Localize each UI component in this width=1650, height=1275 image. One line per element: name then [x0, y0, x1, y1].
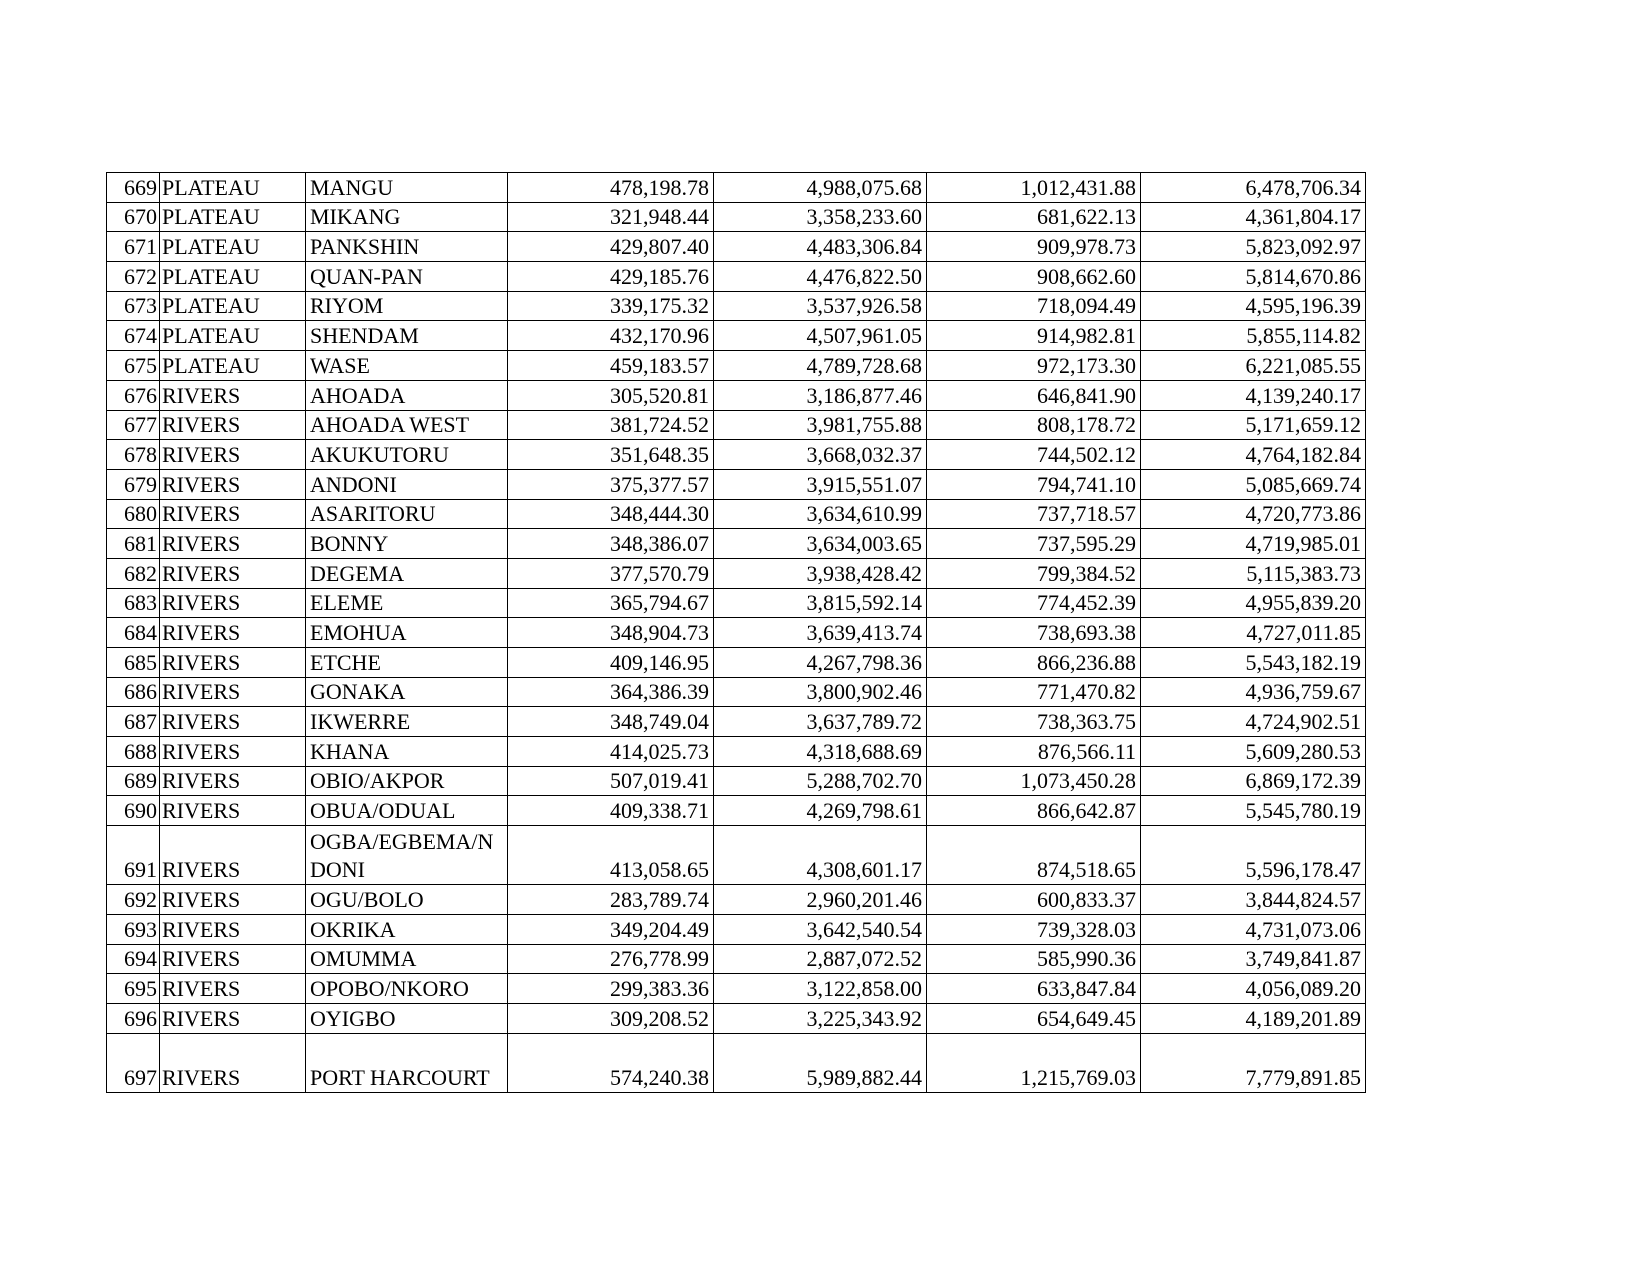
amount-cell-1: 351,648.35 [508, 440, 714, 470]
table-row [107, 499, 1366, 529]
amount-cell-3: 646,841.90 [927, 380, 1141, 410]
amount-cell-3: 799,384.52 [927, 558, 1141, 588]
amount-cell-3: 808,178.72 [927, 410, 1141, 440]
table-row [107, 766, 1366, 796]
total-cell: 4,764,182.84 [1141, 440, 1366, 470]
amount-cell-1: 348,444.30 [508, 499, 714, 529]
state-cell: RIVERS [160, 737, 306, 767]
amount-cell-3: 771,470.82 [927, 677, 1141, 707]
state-cell: RIVERS [160, 558, 306, 588]
amount-cell-2: 3,637,789.72 [714, 707, 927, 737]
table-row [107, 826, 1366, 885]
lga-cell: KHANA [306, 737, 508, 767]
row-number-cell: 689 [107, 766, 160, 796]
table-body [107, 173, 1366, 1093]
table-row [107, 351, 1366, 381]
state-cell: PLATEAU [160, 262, 306, 292]
state-cell: RIVERS [160, 914, 306, 944]
lga-cell: EMOHUA [306, 618, 508, 648]
state-cell: PLATEAU [160, 291, 306, 321]
amount-cell-2: 4,483,306.84 [714, 232, 927, 262]
total-cell: 7,779,891.85 [1141, 1033, 1366, 1092]
total-cell: 5,609,280.53 [1141, 737, 1366, 767]
amount-cell-2: 3,122,858.00 [714, 974, 927, 1004]
amount-cell-1: 409,146.95 [508, 648, 714, 678]
amount-cell-1: 429,185.76 [508, 262, 714, 292]
state-cell: RIVERS [160, 796, 306, 826]
row-number-cell: 678 [107, 440, 160, 470]
table-row [107, 737, 1366, 767]
row-number-cell: 682 [107, 558, 160, 588]
state-cell: RIVERS [160, 499, 306, 529]
amount-cell-2: 5,989,882.44 [714, 1033, 927, 1092]
table-row [107, 588, 1366, 618]
amount-cell-3: 633,847.84 [927, 974, 1141, 1004]
state-cell: RIVERS [160, 944, 306, 974]
table-row [107, 529, 1366, 559]
total-cell: 4,189,201.89 [1141, 1003, 1366, 1033]
amount-cell-1: 348,749.04 [508, 707, 714, 737]
lga-cell: PORT HARCOURT [306, 1033, 508, 1092]
amount-cell-3: 738,693.38 [927, 618, 1141, 648]
table-row [107, 173, 1366, 203]
state-cell: PLATEAU [160, 351, 306, 381]
amount-cell-1: 309,208.52 [508, 1003, 714, 1033]
total-cell: 4,936,759.67 [1141, 677, 1366, 707]
table-row [107, 885, 1366, 915]
amount-cell-3: 1,073,450.28 [927, 766, 1141, 796]
state-cell: RIVERS [160, 440, 306, 470]
amount-cell-2: 3,639,413.74 [714, 618, 927, 648]
table-row [107, 410, 1366, 440]
table-row [107, 1033, 1366, 1092]
table-row [107, 1003, 1366, 1033]
total-cell: 4,720,773.86 [1141, 499, 1366, 529]
amount-cell-1: 413,058.65 [508, 826, 714, 885]
lga-cell: OPOBO/NKORO [306, 974, 508, 1004]
state-cell: RIVERS [160, 766, 306, 796]
table-row [107, 440, 1366, 470]
total-cell: 4,955,839.20 [1141, 588, 1366, 618]
lga-cell: ASARITORU [306, 499, 508, 529]
lga-cell: ANDONI [306, 469, 508, 499]
state-cell: RIVERS [160, 1003, 306, 1033]
state-cell: RIVERS [160, 677, 306, 707]
lga-cell: ELEME [306, 588, 508, 618]
table-row [107, 232, 1366, 262]
state-cell: RIVERS [160, 1033, 306, 1092]
row-number-cell: 669 [107, 173, 160, 203]
lga-cell: QUAN-PAN [306, 262, 508, 292]
amount-cell-1: 432,170.96 [508, 321, 714, 351]
table-row [107, 558, 1366, 588]
row-number-cell: 674 [107, 321, 160, 351]
amount-cell-2: 3,800,902.46 [714, 677, 927, 707]
table-row [107, 380, 1366, 410]
row-number-cell: 690 [107, 796, 160, 826]
total-cell: 4,719,985.01 [1141, 529, 1366, 559]
total-cell: 4,724,902.51 [1141, 707, 1366, 737]
amount-cell-2: 3,668,032.37 [714, 440, 927, 470]
row-number-cell: 676 [107, 380, 160, 410]
amount-cell-2: 3,537,926.58 [714, 291, 927, 321]
amount-cell-2: 4,269,798.61 [714, 796, 927, 826]
total-cell: 4,361,804.17 [1141, 202, 1366, 232]
total-cell: 5,115,383.73 [1141, 558, 1366, 588]
total-cell: 5,545,780.19 [1141, 796, 1366, 826]
table-row [107, 262, 1366, 292]
row-number-cell: 696 [107, 1003, 160, 1033]
row-number-cell: 679 [107, 469, 160, 499]
lga-cell: OBIO/AKPOR [306, 766, 508, 796]
lga-cell: OGU/BOLO [306, 885, 508, 915]
amount-cell-3: 794,741.10 [927, 469, 1141, 499]
amount-cell-2: 4,267,798.36 [714, 648, 927, 678]
state-cell: PLATEAU [160, 232, 306, 262]
amount-cell-3: 739,328.03 [927, 914, 1141, 944]
amount-cell-2: 3,634,610.99 [714, 499, 927, 529]
lga-cell: IKWERRE [306, 707, 508, 737]
row-number-cell: 688 [107, 737, 160, 767]
amount-cell-2: 4,789,728.68 [714, 351, 927, 381]
table-row [107, 648, 1366, 678]
state-cell: PLATEAU [160, 321, 306, 351]
table-row [107, 202, 1366, 232]
amount-cell-2: 5,288,702.70 [714, 766, 927, 796]
total-cell: 4,595,196.39 [1141, 291, 1366, 321]
total-cell: 5,814,670.86 [1141, 262, 1366, 292]
table-row [107, 707, 1366, 737]
amount-cell-3: 600,833.37 [927, 885, 1141, 915]
amount-cell-1: 283,789.74 [508, 885, 714, 915]
table-row [107, 321, 1366, 351]
amount-cell-2: 3,186,877.46 [714, 380, 927, 410]
amount-cell-3: 908,662.60 [927, 262, 1141, 292]
row-number-cell: 691 [107, 826, 160, 885]
lga-cell: SHENDAM [306, 321, 508, 351]
amount-cell-1: 321,948.44 [508, 202, 714, 232]
row-number-cell: 671 [107, 232, 160, 262]
amount-cell-2: 4,318,688.69 [714, 737, 927, 767]
row-number-cell: 687 [107, 707, 160, 737]
allocation-table [106, 172, 1366, 1093]
amount-cell-2: 3,634,003.65 [714, 529, 927, 559]
amount-cell-2: 4,988,075.68 [714, 173, 927, 203]
table-row [107, 944, 1366, 974]
amount-cell-3: 914,982.81 [927, 321, 1141, 351]
amount-cell-1: 305,520.81 [508, 380, 714, 410]
amount-cell-3: 1,012,431.88 [927, 173, 1141, 203]
lga-cell: DEGEMA [306, 558, 508, 588]
total-cell: 4,056,089.20 [1141, 974, 1366, 1004]
row-number-cell: 683 [107, 588, 160, 618]
amount-cell-1: 409,338.71 [508, 796, 714, 826]
state-cell: PLATEAU [160, 173, 306, 203]
amount-cell-1: 414,025.73 [508, 737, 714, 767]
amount-cell-3: 774,452.39 [927, 588, 1141, 618]
amount-cell-1: 364,386.39 [508, 677, 714, 707]
amount-cell-1: 375,377.57 [508, 469, 714, 499]
row-number-cell: 697 [107, 1033, 160, 1092]
table-row [107, 291, 1366, 321]
state-cell: PLATEAU [160, 202, 306, 232]
amount-cell-2: 3,981,755.88 [714, 410, 927, 440]
total-cell: 5,085,669.74 [1141, 469, 1366, 499]
state-cell: RIVERS [160, 529, 306, 559]
state-cell: RIVERS [160, 380, 306, 410]
state-cell: RIVERS [160, 974, 306, 1004]
row-number-cell: 686 [107, 677, 160, 707]
amount-cell-1: 478,198.78 [508, 173, 714, 203]
row-number-cell: 692 [107, 885, 160, 915]
lga-cell: AKUKUTORU [306, 440, 508, 470]
row-number-cell: 693 [107, 914, 160, 944]
amount-cell-3: 681,622.13 [927, 202, 1141, 232]
amount-cell-3: 972,173.30 [927, 351, 1141, 381]
lga-cell: AHOADA WEST [306, 410, 508, 440]
amount-cell-1: 348,386.07 [508, 529, 714, 559]
total-cell: 5,596,178.47 [1141, 826, 1366, 885]
lga-cell: GONAKA [306, 677, 508, 707]
amount-cell-1: 574,240.38 [508, 1033, 714, 1092]
state-cell: RIVERS [160, 410, 306, 440]
row-number-cell: 677 [107, 410, 160, 440]
amount-cell-1: 377,570.79 [508, 558, 714, 588]
state-cell: RIVERS [160, 707, 306, 737]
total-cell: 6,478,706.34 [1141, 173, 1366, 203]
total-cell: 3,749,841.87 [1141, 944, 1366, 974]
lga-cell: MIKANG [306, 202, 508, 232]
amount-cell-1: 365,794.67 [508, 588, 714, 618]
lga-cell: PANKSHIN [306, 232, 508, 262]
amount-cell-3: 585,990.36 [927, 944, 1141, 974]
table-row [107, 796, 1366, 826]
state-cell: RIVERS [160, 588, 306, 618]
amount-cell-2: 3,915,551.07 [714, 469, 927, 499]
total-cell: 4,731,073.06 [1141, 914, 1366, 944]
state-cell: RIVERS [160, 469, 306, 499]
amount-cell-3: 1,215,769.03 [927, 1033, 1141, 1092]
amount-cell-1: 348,904.73 [508, 618, 714, 648]
amount-cell-3: 909,978.73 [927, 232, 1141, 262]
amount-cell-1: 299,383.36 [508, 974, 714, 1004]
total-cell: 5,855,114.82 [1141, 321, 1366, 351]
lga-cell: ETCHE [306, 648, 508, 678]
row-number-cell: 695 [107, 974, 160, 1004]
row-number-cell: 681 [107, 529, 160, 559]
total-cell: 3,844,824.57 [1141, 885, 1366, 915]
amount-cell-3: 718,094.49 [927, 291, 1141, 321]
lga-cell: OGBA/EGBEMA/N DONI [306, 826, 508, 885]
row-number-cell: 672 [107, 262, 160, 292]
amount-cell-2: 4,308,601.17 [714, 826, 927, 885]
amount-cell-3: 737,595.29 [927, 529, 1141, 559]
amount-cell-1: 429,807.40 [508, 232, 714, 262]
lga-cell: RIYOM [306, 291, 508, 321]
total-cell: 6,221,085.55 [1141, 351, 1366, 381]
table-row [107, 974, 1366, 1004]
state-cell: RIVERS [160, 885, 306, 915]
state-cell: RIVERS [160, 648, 306, 678]
amount-cell-1: 459,183.57 [508, 351, 714, 381]
amount-cell-2: 4,476,822.50 [714, 262, 927, 292]
row-number-cell: 680 [107, 499, 160, 529]
row-number-cell: 673 [107, 291, 160, 321]
lga-cell: OMUMMA [306, 944, 508, 974]
amount-cell-2: 3,815,592.14 [714, 588, 927, 618]
lga-cell: BONNY [306, 529, 508, 559]
table-row [107, 677, 1366, 707]
state-cell: RIVERS [160, 618, 306, 648]
row-number-cell: 675 [107, 351, 160, 381]
lga-cell: OKRIKA [306, 914, 508, 944]
row-number-cell: 670 [107, 202, 160, 232]
table-row [107, 618, 1366, 648]
total-cell: 5,543,182.19 [1141, 648, 1366, 678]
amount-cell-3: 866,236.88 [927, 648, 1141, 678]
total-cell: 4,727,011.85 [1141, 618, 1366, 648]
row-number-cell: 684 [107, 618, 160, 648]
amount-cell-3: 654,649.45 [927, 1003, 1141, 1033]
total-cell: 5,823,092.97 [1141, 232, 1366, 262]
row-number-cell: 685 [107, 648, 160, 678]
amount-cell-3: 738,363.75 [927, 707, 1141, 737]
amount-cell-2: 2,960,201.46 [714, 885, 927, 915]
amount-cell-2: 2,887,072.52 [714, 944, 927, 974]
lga-cell: MANGU [306, 173, 508, 203]
lga-cell: OBUA/ODUAL [306, 796, 508, 826]
amount-cell-1: 381,724.52 [508, 410, 714, 440]
lga-cell: WASE [306, 351, 508, 381]
amount-cell-3: 737,718.57 [927, 499, 1141, 529]
amount-cell-2: 4,507,961.05 [714, 321, 927, 351]
amount-cell-2: 3,358,233.60 [714, 202, 927, 232]
row-number-cell: 694 [107, 944, 160, 974]
amount-cell-2: 3,938,428.42 [714, 558, 927, 588]
state-cell: RIVERS [160, 826, 306, 885]
lga-cell: OYIGBO [306, 1003, 508, 1033]
total-cell: 6,869,172.39 [1141, 766, 1366, 796]
table-row [107, 469, 1366, 499]
amount-cell-1: 349,204.49 [508, 914, 714, 944]
amount-cell-2: 3,642,540.54 [714, 914, 927, 944]
amount-cell-3: 874,518.65 [927, 826, 1141, 885]
amount-cell-3: 876,566.11 [927, 737, 1141, 767]
amount-cell-2: 3,225,343.92 [714, 1003, 927, 1033]
amount-cell-3: 744,502.12 [927, 440, 1141, 470]
table-row [107, 914, 1366, 944]
lga-cell: AHOADA [306, 380, 508, 410]
total-cell: 4,139,240.17 [1141, 380, 1366, 410]
amount-cell-1: 339,175.32 [508, 291, 714, 321]
total-cell: 5,171,659.12 [1141, 410, 1366, 440]
amount-cell-1: 276,778.99 [508, 944, 714, 974]
amount-cell-1: 507,019.41 [508, 766, 714, 796]
amount-cell-3: 866,642.87 [927, 796, 1141, 826]
